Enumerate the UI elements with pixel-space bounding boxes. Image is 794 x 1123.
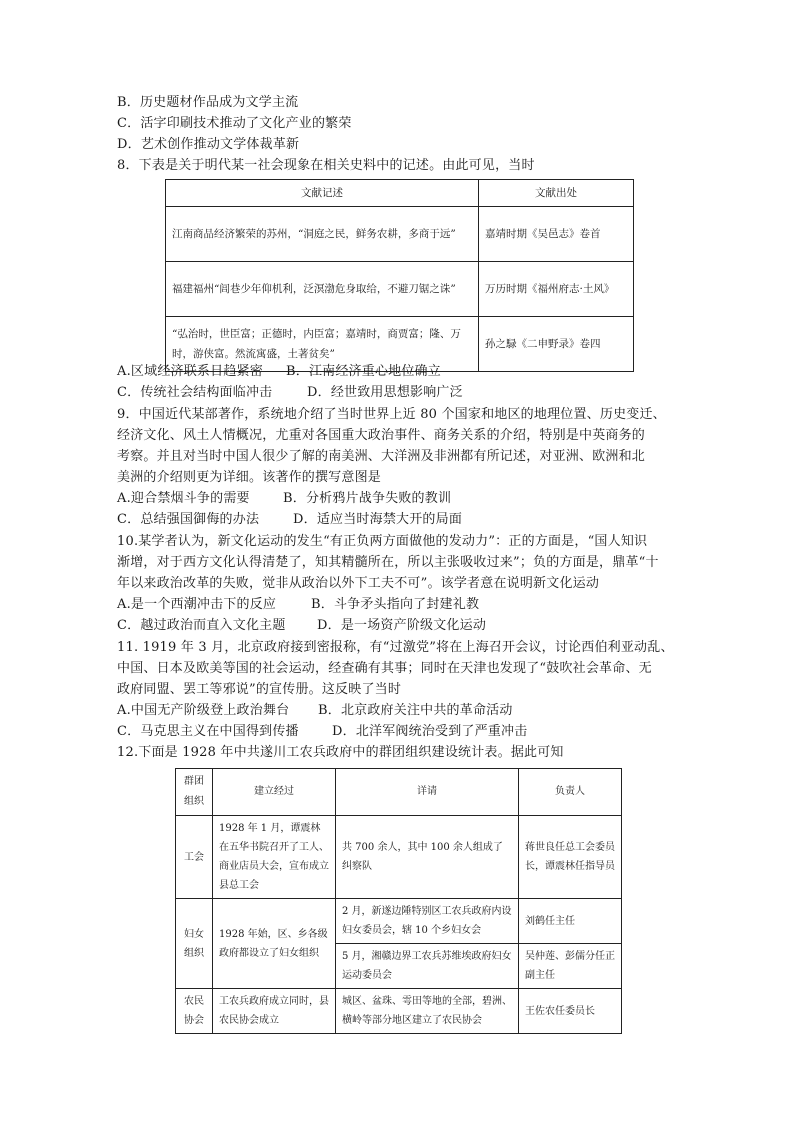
question-12-stem: 12.下面是 1928 年中共遂川工农兵政府中的群团组织建设统计表。据此可知 [117, 745, 564, 760]
question-11-stem: 政府同盟、罢工等邪说”的宣传册。这反映了当时 [117, 682, 402, 697]
option-a: A.是一个西潮冲击下的反应 [117, 597, 277, 612]
option-c: C．马克思主义在中国得到传播 [117, 724, 299, 739]
question-11-options-ab [117, 703, 513, 719]
table-cell: 1928 年 1 月，谭震林在五华书院召开了工人、商业店员大会，宣布成立县总工会 [213, 816, 336, 899]
question-9-options-ab [117, 491, 452, 507]
question-9-options-cd [117, 512, 463, 528]
table-row [166, 262, 634, 317]
option-c: C．越过政治而直入文化主题 [117, 618, 286, 633]
table-cell: 福建福州“闾巷少年仰机利，泛溟渤危身取给，不避刀锯之诛” [166, 262, 479, 317]
header-cell: 文献记述 [166, 180, 479, 207]
option-b-line: B．历史题材作品成为文学主流 [117, 95, 299, 110]
question-8-options-cd [117, 385, 463, 401]
table-cell: 1928 年始，区、乡各级政府都设立了妇女组织 [213, 899, 336, 989]
table-cell: 妇女组织 [176, 899, 213, 989]
table-q8 [165, 179, 634, 372]
option-d: D．北洋军阀统治受到了严重冲击 [332, 724, 528, 739]
table-cell: “弘治时，世臣富；正德时，内臣富；嘉靖时，商贾富；隆、万时，游侠富。然流寓盛，土著贫矣” [166, 317, 479, 372]
table-row [166, 207, 634, 262]
question-9-stem: 美洲的介绍则更为详细。该著作的撰写意图是 [117, 470, 382, 485]
question-9-stem: 考察。并且对当时中国人很少了解的南美洲、大洋洲及非洲都有所记述，对亚洲、欧洲和北 [117, 449, 646, 464]
option-a: A.中国无产阶级登上政治舞台 [117, 703, 290, 718]
table-cell: 农民协会 [176, 989, 213, 1034]
option-c: C．总结强国御侮的办法 [117, 512, 260, 527]
table-cell: 蒋世良任总工会委员长，谭震林任指导员 [519, 816, 622, 899]
option-d: D．是一场资产阶级文化运动 [317, 618, 487, 633]
table-header-row [176, 769, 622, 816]
table-cell: 刘鹤任主任 [519, 899, 622, 944]
table-cell: 工农兵政府成立同时，县农民协会成立 [213, 989, 336, 1034]
table-cell: 城区、盆珠、雩田等地的全部，碧洲、横岭等部分地区建立了农民协会 [336, 989, 519, 1034]
question-10-stem: 年以来政治改革的失败，觉非从政治以外下工夫不可”。该学者意在说明新文化运动 [117, 576, 600, 591]
table-cell: 王佐农任委员长 [519, 989, 622, 1034]
table-cell: 嘉靖时期《吴邑志》卷首 [479, 207, 634, 262]
option-d: D．适应当时海禁大开的局面 [293, 512, 463, 527]
table-header-row [166, 180, 634, 207]
question-8-stem: 8．下表是关于明代某一社会现象在相关史料中的记述。由此可见，当时 [117, 158, 535, 173]
table-cell: 吴仲莲、彭儒分任正副主任 [519, 944, 622, 989]
table-row [176, 899, 622, 944]
option-b: B．分析鸦片战争失败的教训 [283, 491, 452, 506]
option-c: C．传统社会结构面临冲击 [117, 385, 273, 400]
table-cell: 孙之騄《二申野录》卷四 [479, 317, 634, 372]
question-10-options-cd [117, 618, 487, 634]
table-cell: 工会 [176, 816, 213, 899]
question-10-options-ab [117, 597, 480, 613]
header-cell: 群团组织 [176, 769, 213, 816]
header-cell: 文献出处 [479, 180, 634, 207]
question-8-options-ab [117, 364, 441, 380]
question-10-stem: 渐增，对于西方文化认得清楚了，知其精髓所在，所以主张吸收过来”；负的方面是，鼎革“十 [117, 555, 659, 570]
table-cell: 2 月，新遂边陲特别区工农兵政府内设妇女委员会，辖 10 个乡妇女会 [336, 899, 519, 944]
table-cell: 5 月，湘赣边界工农兵苏维埃政府妇女运动委员会 [336, 944, 519, 989]
question-10-stem: 10.某学者认为，新文化运动的发生“有正负两方面做他的发动力”：正的方面是，“国人知识 [117, 534, 648, 549]
question-11-stem: 11. 1919 年 3 月，北京政府接到密报称，有“过激党”将在上海召开会议，讨论西伯利亚动乱、 [117, 640, 674, 655]
option-a: A.迎合禁烟斗争的需要 [117, 491, 250, 506]
question-9-stem: 9．中国近代某部著作，系统地介绍了当时世界上近 80 个国家和地区的地理位置、历史变迁、 [117, 407, 666, 422]
table-cell: 江南商品经济繁荣的苏州，“洞庭之民，鲜务农耕，多商于远” [166, 207, 479, 262]
question-11-options-cd [117, 724, 528, 740]
table-row [176, 989, 622, 1034]
option-b: B．江南经济重心地位确立 [286, 364, 441, 379]
option-d-line: D．艺术创作推动文学体裁革新 [117, 137, 300, 152]
option-b: B．北京政府关注中共的革命活动 [318, 703, 513, 718]
header-cell: 详请 [336, 769, 519, 816]
header-cell: 负责人 [519, 769, 622, 816]
table-cell: 共 700 余人，其中 100 余人组成了纠察队 [336, 816, 519, 899]
option-b: B．斗争矛头指向了封建礼教 [311, 597, 480, 612]
option-d: D．经世致用思想影响广泛 [307, 385, 463, 400]
option-c-line: C．活字印刷技术推动了文化产业的繁荣 [117, 116, 352, 131]
option-a: A.区域经济联系日趋紧密 [117, 364, 263, 379]
question-11-stem: 中国、日本及欧美等国的社会运动，经查确有其事；同时在天津也发现了“鼓吹社会革命、无 [117, 661, 652, 676]
table-cell: 万历时期《福州府志·土风》 [479, 262, 634, 317]
question-9-stem: 经济文化、风土人情概况，尤重对各国重大政治事件、商务关系的介绍，特别是中英商务的 [117, 428, 646, 443]
table-q12 [175, 768, 622, 1034]
table-row [176, 816, 622, 899]
header-cell: 建立经过 [213, 769, 336, 816]
